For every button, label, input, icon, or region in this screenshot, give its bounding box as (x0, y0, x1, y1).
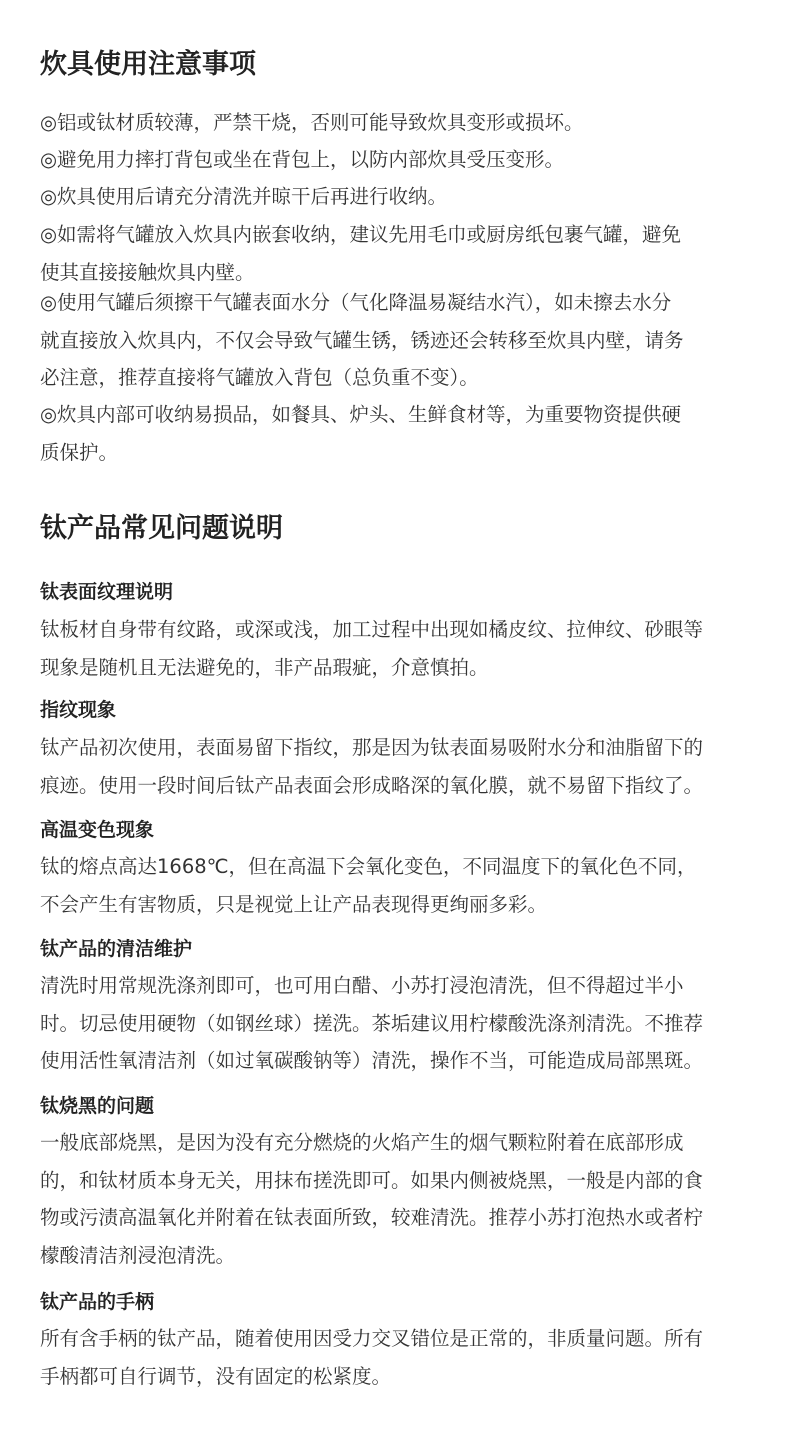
text-line: 质保护。 (40, 440, 119, 464)
cookware-note-item (40, 216, 760, 291)
faq-answer (40, 1124, 760, 1274)
section-title-cookware-notes: 炊具使用注意事项 (40, 49, 256, 80)
text-line: ◎炊具内部可收纳易损品，如餐具、炉头、生鲜食材等，为重要物资提供硬 (40, 403, 682, 426)
text-line: 手柄都可自行调节，没有固定的松紧度。 (40, 1364, 392, 1388)
cookware-note-item (40, 396, 760, 471)
text-line: 时。切忌使用硬物（如钢丝球）搓洗。茶垢建议用柠檬酸洗涤剂清洗。不推荐 (40, 1011, 704, 1035)
text-line: ◎铝或钛材质较薄，严禁干烧，否则可能导致炊具变形或损坏。 (40, 111, 584, 134)
faq-answer (40, 729, 760, 804)
text-line: 钛的熔点高达1668℃，但在高温下会氧化变色，不同温度下的氧化色不同， (40, 855, 697, 878)
text-line: 使用活性氧清洁剂（如过氧碳酸钠等）清洗，操作不当，可能造成局部黑斑。 (40, 1049, 704, 1072)
text-line: 现象是随机且无法避免的，非产品瑕疵，介意慎拍。 (40, 655, 489, 679)
cookware-note-item (40, 178, 760, 216)
cookware-note-item (40, 104, 760, 142)
cookware-note-item (40, 284, 760, 397)
text-line: 使其直接接触炊具内壁。 (40, 260, 255, 284)
faq-heading: 高温变色现象 (40, 819, 155, 841)
faq-heading: 钛表面纹理说明 (40, 581, 174, 603)
text-line: 钛产品初次使用，表面易留下指纹，那是因为钛表面易吸附水分和油脂留下的 (40, 736, 704, 759)
cookware-note-item (40, 141, 760, 179)
text-line: 的，和钛材质本身无关，用抹布搓洗即可。如果内侧被烧黑，一般是内部的食 (40, 1168, 704, 1192)
faq-answer (40, 967, 760, 1080)
text-line: 清洗时用常规洗涤剂即可，也可用白醋、小苏打浸泡清洗，但不得超过半小 (40, 974, 684, 997)
text-line: 痕迹。使用一段时间后钛产品表面会形成略深的氧化膜，就不易留下指纹了。 (40, 773, 704, 797)
faq-heading: 钛产品的清洁维护 (40, 938, 193, 960)
faq-heading: 指纹现象 (40, 699, 117, 721)
text-line: ◎避免用力摔打背包或坐在背包上，以防内部炊具受压变形。 (40, 148, 565, 171)
faq-heading: 钛产品的手柄 (40, 1291, 155, 1313)
text-line: 所有含手柄的钛产品，随着使用因受力交叉错位是正常的，非质量问题。所有 (40, 1327, 704, 1350)
text-line: 一般底部烧黑，是因为没有充分燃烧的火焰产生的烟气颗粒附着在底部形成 (40, 1131, 684, 1154)
section-title-titanium-faq: 钛产品常见问题说明 (40, 513, 283, 544)
text-line: 就直接放入炊具内，不仅会导致气罐生锈，锈迹还会转移至炊具内壁，请务 (40, 328, 684, 352)
faq-answer (40, 1320, 760, 1395)
faq-heading: 钛烧黑的问题 (40, 1095, 155, 1117)
faq-answer (40, 611, 760, 686)
text-line: ◎炊具使用后请充分清洗并晾干后再进行收纳。 (40, 185, 448, 208)
text-line: 不会产生有害物质，只是视觉上让产品表现得更绚丽多彩。 (40, 892, 548, 916)
faq-answer (40, 848, 760, 923)
text-line: ◎使用气罐后须擦干气罐表面水分（气化降温易凝结水汽），如未擦去水分 (40, 291, 672, 314)
text-line: ◎如需将气罐放入炊具内嵌套收纳，建议先用毛巾或厨房纸包裹气罐，避免 (40, 223, 682, 246)
text-line: 钛板材自身带有纹路，或深或浅，加工过程中出现如橘皮纹、拉伸纹、砂眼等 (40, 618, 704, 641)
text-line: 檬酸清洁剂浸泡清洗。 (40, 1243, 236, 1267)
text-line: 必注意，推荐直接将气罐放入背包（总负重不变）。 (40, 366, 479, 389)
text-line: 物或污渍高温氧化并附着在钛表面所致，较难清洗。推荐小苏打泡热水或者柠 (40, 1206, 704, 1229)
